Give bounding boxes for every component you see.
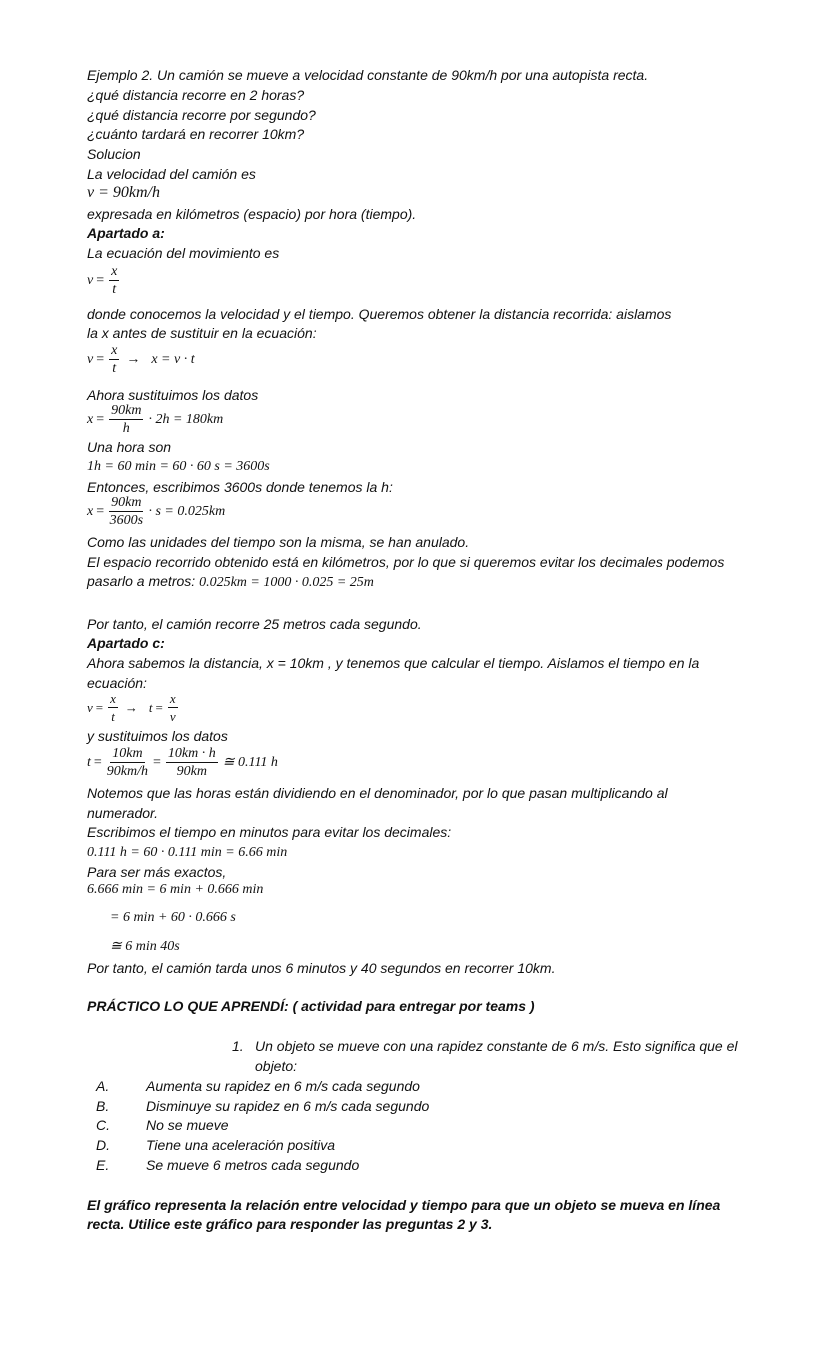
fraction [109, 342, 119, 377]
math-rhs: ≅ 0.111 h [222, 754, 278, 770]
section-c-heading: Apartado c: [87, 635, 165, 651]
denominator: v [169, 709, 176, 724]
escribimos: Escribimos el tiempo en minutos para evitar los decimales: [87, 824, 452, 840]
math-rhs: x = v · t [151, 351, 195, 367]
math-eq: = [93, 754, 102, 770]
equation-x-0025km [87, 494, 225, 529]
math-v: v [87, 351, 94, 367]
equation-t-0111h [87, 745, 278, 780]
option-label: B. [96, 1098, 110, 1114]
question-2: ¿qué distancia recorre por segundo? [87, 107, 316, 123]
option-label: E. [96, 1157, 110, 1173]
fraction [109, 263, 119, 298]
donde-line-1: donde conocemos la velocidad y el tiempo. Queremos obtener la distancia recorrida: aislamos [87, 306, 672, 322]
fraction [108, 690, 118, 725]
entonces: Entonces, escribimos 3600s donde tenemos la h: [87, 479, 393, 495]
practice-title: PRÁCTICO LO QUE APRENDÍ: ( actividad para entregar por teams ) [87, 998, 535, 1014]
numerator: x [110, 691, 116, 706]
math-x: x [87, 503, 94, 519]
numerator: x [111, 343, 118, 358]
question-text-2: objeto: [255, 1058, 298, 1074]
option-label: A. [96, 1078, 110, 1094]
math-eq: = [96, 272, 105, 288]
fraction [107, 745, 148, 780]
math-eq: = [153, 754, 161, 770]
velocity-desc: expresada en kilómetros (espacio) por hora (tiempo). [87, 206, 417, 222]
option-text: Aumenta su rapidez en 6 m/s cada segundo [146, 1078, 420, 1094]
example-title: Ejemplo 2. Un camión se mueve a velocidad constante de 90km/h por una autopista recta. [87, 67, 649, 83]
para-ser: Para ser más exactos, [87, 864, 227, 880]
arrow-icon: → [126, 351, 141, 367]
ahora-sabemos-2: ecuación: [87, 675, 147, 691]
math-eq: = [95, 699, 104, 715]
como-line: Como las unidades del tiempo son la misma, se han anulado. [87, 534, 470, 550]
option-text: No se mueve [146, 1117, 229, 1133]
por-tanto-2: Por tanto, el camión tarda unos 6 minutos y 40 segundos en recorrer 10km. [87, 960, 556, 976]
math-t: t [87, 754, 91, 770]
numerator: 90km [111, 495, 142, 510]
denominator: 90km/h [106, 764, 149, 779]
meters-equation: 0.025km = 1000 · 0.025 = 25m [199, 575, 374, 590]
math-eq: = [96, 411, 105, 427]
numerator: x [169, 691, 176, 706]
ahora-sustituimos: Ahora sustituimos los datos [87, 387, 259, 403]
numerator: 10km · h [167, 746, 216, 761]
math-rhs: · 2h = 180km [148, 411, 224, 427]
numerator: 90km [111, 403, 142, 418]
hour-equation: 1h = 60 min = 60 · 60 s = 3600s [87, 459, 270, 474]
equation-intro: La ecuación del movimiento es [87, 245, 280, 261]
math-eq: = [96, 503, 105, 519]
numerator: x [111, 264, 118, 279]
y-sustituimos: y sustituimos los datos [87, 728, 228, 744]
denominator: 3600s [109, 513, 144, 528]
equation-v-x-t [87, 263, 121, 298]
math-rhs: · s = 0.025km [148, 503, 226, 519]
option-label: D. [96, 1137, 110, 1153]
denominator: h [122, 421, 130, 436]
option-text: Disminuye su rapidez en 6 m/s cada segundo [146, 1098, 430, 1114]
espacio-line-1: El espacio recorrido obtenido está en kilómetros, por lo que si queremos evitar los decimales podemos [87, 554, 725, 570]
option-text: Se mueve 6 metros cada segundo [146, 1157, 360, 1173]
una-hora: Una hora son [87, 439, 172, 455]
fraction [109, 494, 143, 529]
fraction [166, 745, 218, 780]
minutes-equation-2: 6.666 min = 6 min + 0.666 min [87, 882, 264, 897]
math-t: t [148, 699, 153, 715]
donde-line-2: la x antes de sustituir en la ecuación: [87, 325, 317, 341]
fraction [168, 690, 178, 725]
notemos-1: Notemos que las horas están dividiendo en el denominador, por lo que pasan multiplicando al [87, 785, 668, 801]
section-a-heading: Apartado a: [87, 225, 165, 241]
option-text: Tiene una aceleración positiva [146, 1137, 335, 1153]
fraction [109, 402, 143, 437]
espacio-text: pasarlo a metros: [87, 573, 196, 589]
question-number: 1. [232, 1038, 244, 1054]
math-v: v [87, 272, 94, 288]
denominator: t [111, 709, 115, 724]
graph-instructions-1: El gráfico representa la relación entre velocidad y tiempo para que un objeto se mueva en línea [87, 1197, 721, 1213]
equation-isolate-x [87, 342, 195, 377]
numerator: 10km [112, 746, 143, 761]
velocity-equation: v = 90km/h [87, 184, 160, 201]
ahora-sabemos-1: Ahora sabemos la distancia, x = 10km , y tenemos que calcular el tiempo. Aislamos el tiempo en la [87, 655, 700, 671]
espacio-line-2 [87, 572, 374, 592]
arrow-icon: → [124, 699, 138, 715]
graph-instructions-2: recta. Utilice este gráfico para responder las preguntas 2 y 3. [87, 1216, 493, 1232]
minutes-equation: 0.111 h = 60 · 0.111 min = 6.66 min [87, 845, 288, 860]
question-3: ¿cuánto tardará en recorrer 10km? [87, 126, 305, 142]
math-eq: = [96, 351, 105, 367]
equation-x-180km [87, 402, 223, 437]
minutes-equation-4: ≅ 6 min 40s [110, 939, 180, 954]
math-v: v [87, 699, 93, 715]
notemos-2: numerador. [87, 805, 159, 821]
question-text-1: Un objeto se mueve con una rapidez constante de 6 m/s. Esto significa que el [255, 1038, 738, 1054]
por-tanto-1: Por tanto, el camión recorre 25 metros cada segundo. [87, 616, 422, 632]
math-x: x [87, 411, 94, 427]
minutes-equation-3: = 6 min + 60 · 0.666 s [110, 910, 236, 925]
math-eq: = [155, 699, 163, 715]
velocity-intro: La velocidad del camión es [87, 166, 256, 182]
denominator: t [112, 361, 117, 376]
denominator: t [112, 282, 117, 297]
solution-label: Solucion [87, 146, 141, 162]
question-1: ¿qué distancia recorre en 2 horas? [87, 87, 305, 103]
denominator: 90km [176, 764, 207, 779]
option-label: C. [96, 1117, 110, 1133]
equation-isolate-t [87, 690, 180, 725]
